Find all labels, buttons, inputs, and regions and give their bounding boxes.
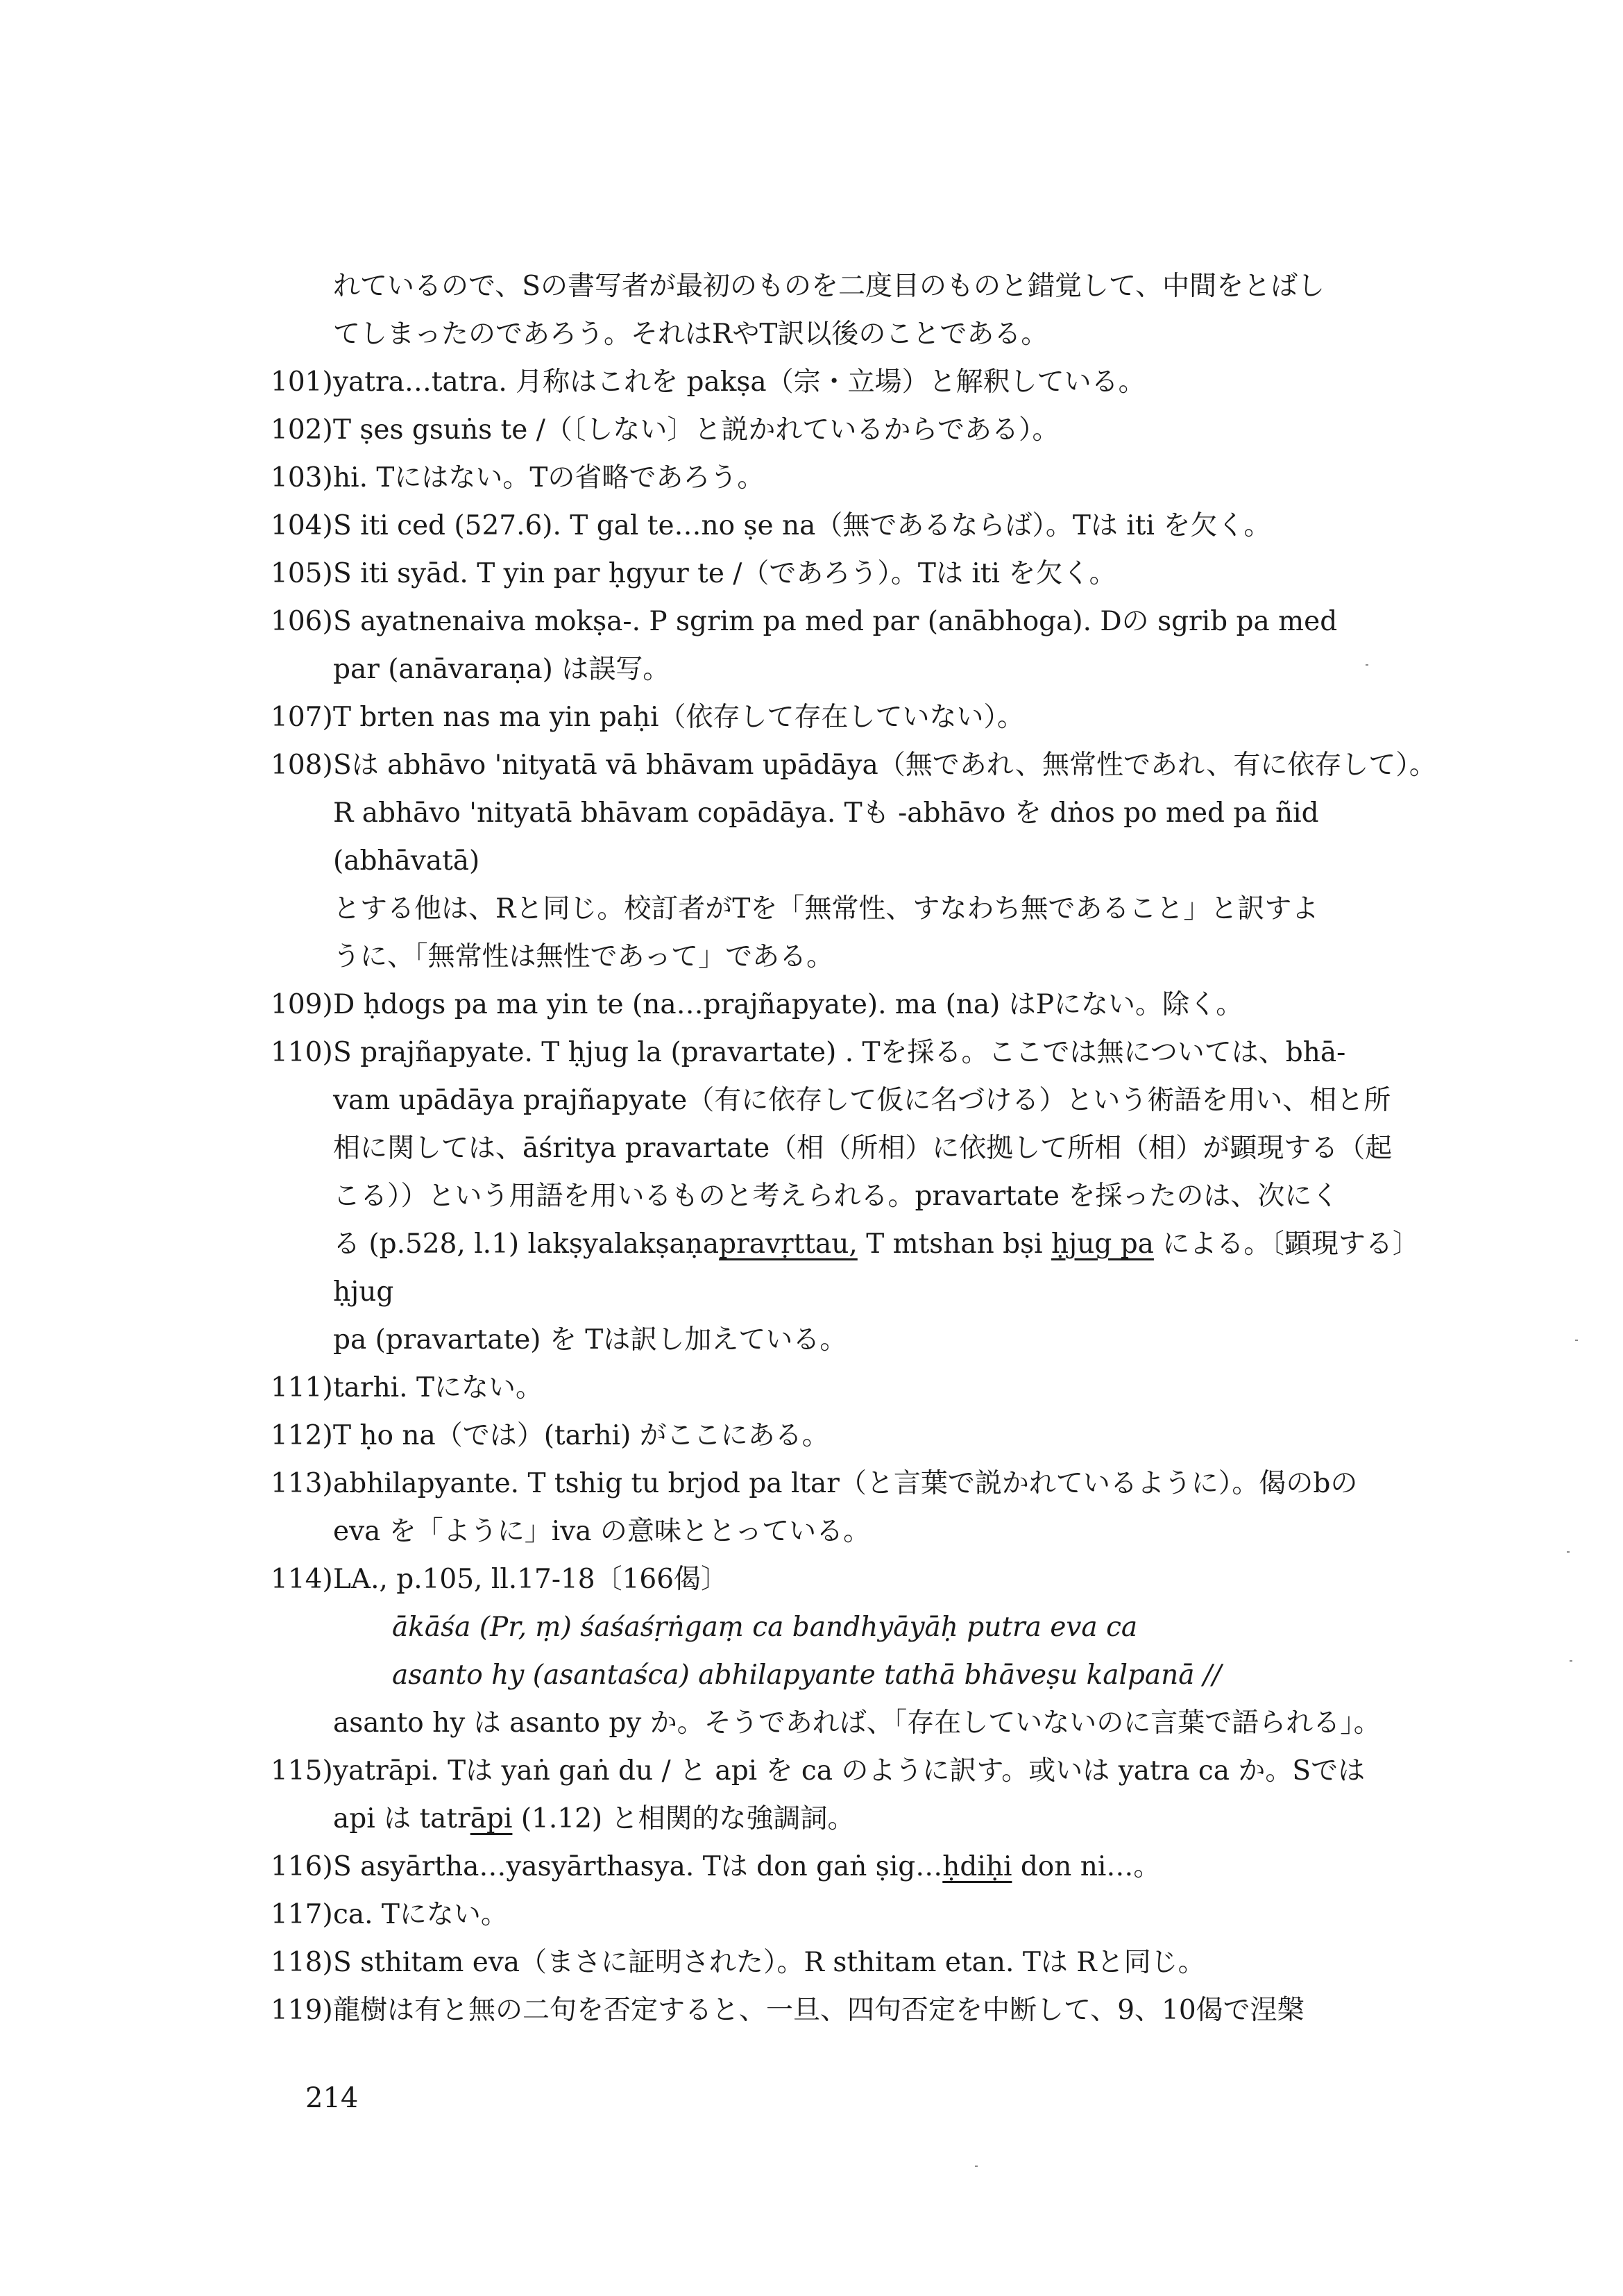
note-number: 105) — [271, 558, 333, 589]
note-106 — [271, 598, 1464, 693]
scan-speck — [1366, 664, 1368, 666]
underlined-term: āpi — [470, 1803, 513, 1834]
note-number: 101) — [271, 366, 333, 398]
note-text: asanto hy は asanto py か。そうであれば、「存在していないのに言葉で語られる」。 — [333, 1707, 1381, 1739]
note-text: S sthitam eva（まさに証明された）。R sthitam etan. Tは Rと同じ。 — [333, 1947, 1205, 1978]
note-text: LA., p.105, ll.17-18〔166偈〕 — [333, 1564, 729, 1595]
note-115 — [271, 1747, 1464, 1843]
note-number: 108) — [271, 750, 333, 781]
note-number: 104) — [271, 510, 333, 541]
note-109 — [271, 981, 1464, 1029]
note-number: 119) — [271, 1995, 333, 2026]
text-segment: T mtshan bṣi — [857, 1229, 1052, 1260]
note-number: 109) — [271, 989, 333, 1020]
note-108 — [271, 741, 1464, 981]
text-segment: don ni…。 — [1012, 1851, 1161, 1882]
note-118 — [271, 1939, 1464, 1986]
note-text: D ḥdogs pa ma yin te (na…prajñapyate). ma (na) はPにない。除く。 — [333, 989, 1243, 1020]
note-text: S iti syād. T yin par ḥgyur te /（であろう）。Tは iti を欠く。 — [333, 558, 1116, 589]
verse-line: ākāśa (Pr, ṃ) śaśaśṛṅgaṃ ca bandhyāyāḥ putra eva ca — [392, 1612, 1138, 1643]
text-segment: る (p.528, l.1) lakṣyalakṣaṇa — [333, 1229, 720, 1260]
note-text: hi. Tにはない。Tの省略であろう。 — [333, 462, 765, 493]
note-number: 112) — [271, 1420, 333, 1451]
note-103 — [271, 454, 1464, 502]
text-segment: api は tatr — [333, 1803, 470, 1834]
note-number: 113) — [271, 1468, 333, 1499]
note-number: 102) — [271, 414, 333, 446]
note-105 — [271, 550, 1464, 598]
underlined-term: pravṛttau, — [719, 1229, 858, 1260]
note-text — [333, 1843, 1464, 1891]
note-text: うに、「無常性は無性であって」である。 — [333, 941, 834, 972]
note-text: abhilapyante. T tshig tu brjod pa ltar（と言葉で説かれているように）。偈のbの — [333, 1468, 1358, 1499]
note-text: S iti ced (527.6). T gal te…no ṣe na（無であるならば）。Tは iti を欠く。 — [333, 510, 1271, 541]
note-114 — [271, 1555, 1464, 1747]
scan-speck — [1570, 1660, 1572, 1662]
page-body — [271, 262, 1464, 2034]
note-text: S ayatnenaiva mokṣa-. P sgrim pa med par (anābhoga). Dの sgrib pa med — [333, 606, 1338, 637]
note-text: par (anāvaraṇa) は誤写。 — [333, 654, 670, 685]
note-number: 118) — [271, 1947, 333, 1978]
note-text — [333, 1220, 1464, 1316]
note-110 — [271, 1029, 1464, 1364]
text-segment: による。〔顕現する〕ḥjug — [333, 1229, 1420, 1308]
scan-speck — [1575, 1340, 1578, 1341]
note-text: pa (pravartate) を Tは訳し加えている。 — [333, 1324, 847, 1356]
note-text — [333, 1795, 1464, 1843]
note-text: eva を「ように」iva の意味ととっている。 — [333, 1516, 871, 1547]
note-number: 110) — [271, 1037, 333, 1068]
intro-line: てしまったのであろう。それはRやT訳以後のことである。 — [333, 319, 1048, 350]
note-text: T ṣes gsuṅs te /（〔しない〕と説かれているからである）。 — [333, 414, 1060, 446]
note-number: 103) — [271, 462, 333, 493]
scan-speck — [1567, 1551, 1570, 1553]
note-text: 龍樹は有と無の二句を否定すると、一旦、四句否定を中断して、9、10偈で涅槃 — [333, 1995, 1305, 2026]
scan-speck — [975, 2166, 978, 2167]
note-text: S prajñapyate. T ḥjug la (pravartate) . Tを採る。ここでは無については、bhā- — [333, 1037, 1346, 1068]
note-text: yatrāpi. Tは yaṅ gaṅ du / と api を ca のように訳す。或いは yatra ca か。Sでは — [333, 1755, 1366, 1787]
note-102 — [271, 406, 1464, 454]
note-101 — [271, 358, 1464, 406]
text-segment: (1.12) と相関的な強調詞。 — [512, 1803, 855, 1834]
note-113 — [271, 1460, 1464, 1555]
note-number: 111) — [271, 1372, 333, 1403]
note-text: 相に関しては、āśritya pravartate（相（所相）に依拠して所相（相）が顕現する（起 — [333, 1133, 1393, 1164]
note-number: 115) — [271, 1755, 333, 1787]
note-number: 114) — [271, 1564, 333, 1595]
note-number: 117) — [271, 1899, 333, 1930]
note-117 — [271, 1891, 1464, 1939]
note-number: 116) — [271, 1851, 333, 1882]
note-text: tarhi. Tにない。 — [333, 1372, 543, 1403]
note-text: vam upādāya prajñapyate（有に依存して仮に名づける）という術語を用い、相と所 — [333, 1085, 1391, 1116]
underlined-term: ḥjug pa — [1051, 1229, 1154, 1260]
note-number: 106) — [271, 606, 333, 637]
note-text: こる））という用語を用いるものと考えられる。pravartate を採ったのは、次にく — [333, 1181, 1339, 1212]
note-119 — [271, 1986, 1464, 2034]
note-text: T brten nas ma yin paḥi（依存して存在していない）。 — [333, 702, 1025, 733]
text-segment: S asyārtha…yasyārthasya. Tは don gaṅ ṣig… — [333, 1851, 943, 1882]
verse-line: asanto hy (asantaśca) abhilapyante tathā bhāveṣu kalpanā // — [392, 1660, 1222, 1691]
intro-line: れているので、Sの書写者が最初のものを二度目のものと錯覚して、中間をとばし — [333, 271, 1325, 302]
note-116 — [271, 1843, 1464, 1891]
note-111 — [271, 1364, 1464, 1412]
note-107 — [271, 693, 1464, 741]
note-number: 107) — [271, 702, 333, 733]
note-text: yatra…tatra. 月称はこれを pakṣa（宗・立場）と解釈している。 — [333, 366, 1146, 398]
underlined-term: ḥdiḥi — [942, 1851, 1012, 1882]
note-text: T ḥo na（では）(tarhi) がここにある。 — [333, 1420, 829, 1451]
note-text: とする他は、Rと同じ。校訂者がTを「無常性、すなわち無であること」と訳すよ — [333, 893, 1319, 925]
note-104 — [271, 502, 1464, 550]
page-number: 214 — [305, 2082, 359, 2114]
intro-paragraph — [333, 262, 1464, 358]
note-text: Sは abhāvo 'nityatā vā bhāvam upādāya（無であれ、無常性であれ、有に依存して）。 — [333, 750, 1436, 781]
note-text: R abhāvo 'nityatā bhāvam copādāya. Tも -abhāvo を dṅos po med pa ñid (abhāvatā) — [333, 797, 1319, 877]
note-text: ca. Tにない。 — [333, 1899, 508, 1930]
note-112 — [271, 1412, 1464, 1460]
